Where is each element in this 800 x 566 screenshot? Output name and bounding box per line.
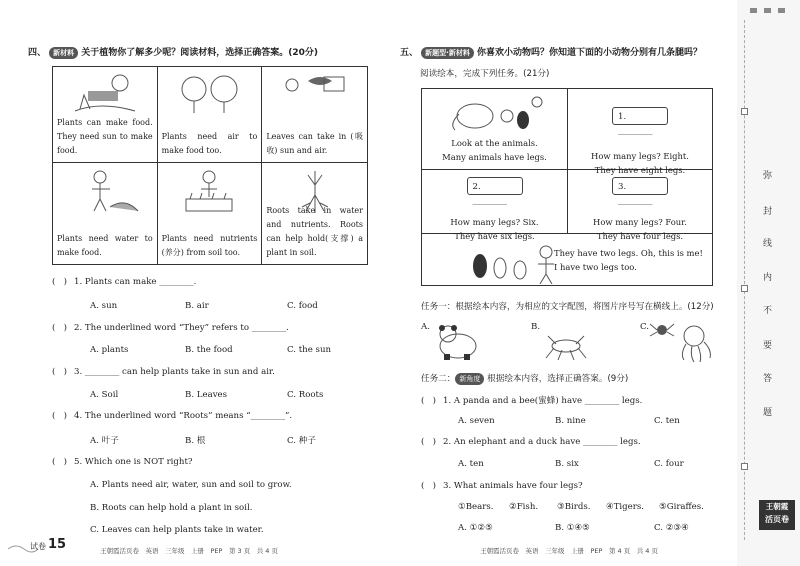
answer-bracket[interactable]: ( ) [421,437,436,447]
picture-blank-1[interactable]: 1. ________ [612,107,668,125]
option-a[interactable]: A. ten [458,459,484,469]
option-c[interactable]: C. food [287,301,318,311]
binding-hole [741,285,748,292]
section5-tag: 新题型·新材料 [421,47,474,59]
badge-number: 15 [48,537,67,552]
story-line: Many animals have legs. [442,152,547,162]
picture-book-grid [421,88,713,286]
question-text: 1. Plants can make ________. [74,277,197,287]
question-text: 3. ________ can help plants take in sun and air. [74,367,275,377]
answer-bracket[interactable]: ( ) [52,277,67,287]
section5-intro: 阅读绘本，完成下列任务。(21分) [420,69,550,79]
story-cell-2 [568,89,712,175]
page-badge [8,539,68,553]
soil-illustration [174,167,244,215]
option-c[interactable]: C. ten [654,416,680,426]
story-line: How many legs? Eight. [591,151,689,161]
choice-1: ①Bears. [458,502,494,512]
question-text: 2. An elephant and a duck have ________ legs. [443,437,641,447]
answer-bracket[interactable]: ( ) [52,457,67,467]
story-line: How many legs? Four. [593,217,687,227]
left-footer-text: 王朝霞活页卷 英语 三年级 上册 PEP 第 3 页 共 4 页 [100,547,278,555]
option-a[interactable]: A. plants [90,345,129,355]
side-char: 题 [763,408,773,418]
question-text: 2. The underlined word “They” refers to ________. [74,323,289,333]
option-b[interactable]: B. Roots can help hold a plant in soil. [90,503,253,513]
cut-line [744,20,745,540]
left-question-5 [52,457,193,467]
picture-blank-3[interactable]: 3. ________ [612,177,668,195]
task2-tag: 新角度 [455,373,484,385]
plant-cell-6 [262,163,368,265]
plant-material-table [52,66,368,265]
left-question-3 [52,367,275,377]
tree-illustration [174,71,244,115]
story-cell-1 [422,89,567,169]
option-a[interactable]: A. ①②⑤ [458,523,493,533]
option-a[interactable]: A. Plants need air, water, sun and soil to grow. [90,480,292,490]
option-b[interactable]: B. Leaves [185,390,228,400]
answer-bracket[interactable]: ( ) [421,481,436,491]
task1-label-c: C. [640,322,650,332]
story-line: They have four legs. [596,231,684,241]
section4-title: 关于植物你了解多少呢？阅读材料，选择正确答案。(20分) [81,48,319,58]
plant-cell-5 [157,163,262,265]
section4-number: 四、 [28,48,47,58]
spider-octopus-illustration [648,318,718,364]
right-question-2 [421,437,641,447]
option-a[interactable]: A. sun [90,301,118,311]
option-b[interactable]: B. 根 [185,436,206,446]
choice-3: ③Birds. [557,502,591,512]
section4-tag: 新材料 [49,47,78,59]
task1-label-a: A. [421,322,430,332]
choice-2: ②Fish. [509,502,539,512]
story-line: They have eight legs. [594,165,686,175]
option-c[interactable]: C. the sun [287,345,332,355]
right-question-3 [421,481,583,491]
left-question-4 [52,411,292,421]
watering-illustration [70,167,140,215]
left-question-1 [52,277,196,287]
sun-plant-illustration [70,71,140,115]
question-text: 5. Which one is NOT right? [74,457,193,467]
logo-line-2: 活页卷 [765,515,789,524]
side-char: 答 [763,374,773,384]
choice-5: ⑤Giraffes. [659,502,704,512]
option-b[interactable]: B. the food [185,345,233,355]
logo-line-1: 王朝霞 [765,502,789,511]
panda-illustration [430,320,490,362]
picture-blank-2[interactable]: 2. ________ [467,177,523,195]
story-line: I have two legs too. [554,262,637,272]
section5-number: 五、 [400,48,419,58]
option-b[interactable]: B. air [185,301,209,311]
section5-heading [400,45,702,59]
option-b[interactable]: B. six [555,459,579,469]
binding-hole [741,463,748,470]
animals-group-illustration [445,92,545,132]
left-question-2 [52,323,289,333]
section4-heading [28,45,318,59]
plant-cell-1 [53,67,158,163]
insect-illustration [538,326,598,362]
answer-bracket[interactable]: ( ) [52,411,67,421]
plant-cell-text: Plants need air to make food too. [161,132,258,155]
right-question-1 [421,394,642,406]
side-char: 不 [763,306,773,316]
side-char: 要 [763,341,773,351]
story-line: They have two legs. Oh, this is me! [554,248,703,258]
option-a[interactable]: A. 叶子 [90,436,119,446]
option-c[interactable]: C. Leaves can help plants take in water. [90,525,264,535]
answer-bracket[interactable]: ( ) [52,367,67,377]
leaves-illustration [280,71,350,115]
side-char: 弥 [763,171,773,181]
plant-cell-text: Plants need nutrients (养分) from soil too. [161,234,258,257]
question-text: 1. A panda and a bee(蜜蜂) have ________ legs. [443,396,643,406]
plant-cell-2 [157,67,262,163]
side-char: 内 [763,273,773,283]
story-cell-5-text [554,246,703,274]
task2-prefix: 任务二： [421,374,456,384]
choice-4: ④Tigers. [606,502,645,512]
side-char: 线 [763,239,773,249]
task2-heading [421,372,628,385]
story-cell-4 [568,170,712,241]
task2-title: 根据绘本内容，选择正确答案。(9分) [487,374,629,384]
plant-cell-text: Leaves can take in (吸收) sun and air. [266,132,363,155]
top-marks [750,6,790,16]
option-c[interactable]: C. four [654,459,684,469]
option-c[interactable]: C. ②③④ [654,523,689,533]
section5-title: 你喜欢小动物吗？你知道下面的小动物分别有几条腿吗？ [476,48,702,58]
question-text: 3. What animals have four legs? [443,481,583,491]
story-line: Look at the animals. [451,138,538,148]
plant-cell-text: Roots take in water and nutrients. Roots can help hold(支撑) a plant in soil. [266,206,363,257]
option-b[interactable]: B. ①④⑤ [555,523,590,533]
brand-logo [759,500,795,530]
task1-label-b: B. [531,322,541,332]
plant-cell-4 [53,163,158,265]
badge-label: 试卷 [30,542,46,551]
side-char: 封 [763,207,773,217]
task1-title: 任务一：根据绘本内容，为相应的文字配图，将图片序号写在横线上。(12分) [421,302,714,312]
option-c[interactable]: C. 种子 [287,436,316,446]
plant-cell-text: Plants can make food. They need sun to make food. [57,118,153,155]
answer-bracket[interactable]: ( ) [52,323,67,333]
question-text: 4. The underlined word “Roots” means “________”. [74,411,293,421]
plant-cell-text: Plants need water to make food. [57,234,153,257]
answer-bracket[interactable]: ( ) [421,396,436,406]
right-footer-text: 王朝霞活页卷 英语 三年级 上册 PEP 第 4 页 共 4 页 [480,547,658,555]
binding-strip [737,0,800,566]
option-a[interactable]: A. seven [458,416,495,426]
story-line: They have six legs. [454,231,535,241]
story-line: How many legs? Six. [450,217,539,227]
story-cell-5 [422,234,712,286]
binding-hole [741,108,748,115]
option-c[interactable]: C. Roots [287,390,324,400]
plant-cell-3 [262,67,368,163]
option-a[interactable]: A. Soil [90,390,119,400]
option-b[interactable]: B. nine [555,416,586,426]
story-cell-3 [422,170,567,241]
